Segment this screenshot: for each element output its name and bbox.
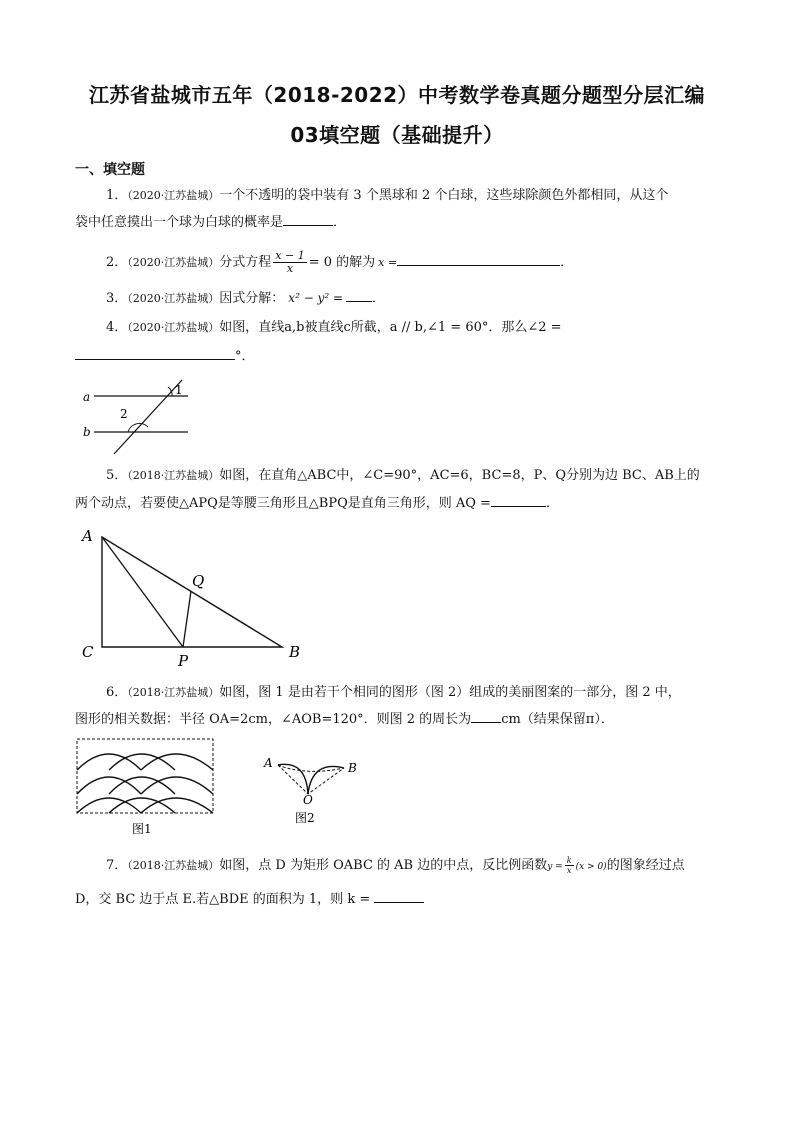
q5-label-p: P [178,652,189,670]
q3-source: （2020·江苏盐城） [127,292,220,305]
q2-pre: 分式方程 [219,255,272,270]
q4-figure [78,377,198,457]
q3-answer-blank[interactable] [346,289,372,302]
q6-text-a: 如图，图 1 是由若干个相同的图形（图 2）组成的美丽图案的一部分，图 2 中， [219,685,681,700]
q1-line2 [75,213,346,232]
q7-fn-num: k [566,856,572,865]
q4-answer-blank[interactable] [75,347,235,360]
q3-pre: 因式分解： [219,291,285,306]
q4-source: （2020·江苏盐城） [127,321,220,334]
q6-line2 [75,710,614,729]
q2-frac-den: x [286,262,294,275]
q4-number: 4． [106,320,128,335]
q2-fraction [273,250,306,275]
q6-source: （2018·江苏盐城） [127,686,220,699]
q4-label-a: a [83,390,91,404]
q5-source: （2018·江苏盐城） [127,469,220,482]
q5-line2 [75,494,559,513]
q7-text-b: 的图象经过点 [606,858,685,873]
q1-line1 [106,187,668,205]
q2-var: x = [378,256,398,269]
q7-fn-y: y = [547,862,563,872]
q5-line1 [106,467,700,485]
q6-label-o: O [303,793,313,807]
q6-text-c: cm（结果保留π）． [501,712,614,727]
q7-number: 7． [106,858,128,873]
q2-line [106,250,573,275]
q2-frac-num: x − 1 [275,249,305,262]
q5-number: 5． [106,468,128,483]
q6-fig1-caption: 图1 [132,822,152,836]
q4-end: °． [235,349,255,364]
q7-fn-fraction [565,856,574,875]
q7-fn-den: x [566,866,572,875]
q6-number: 6． [106,685,128,700]
doc-title-line2: 03填空题（基础提升） [290,123,504,147]
q2-source: （2020·江苏盐城） [127,256,220,269]
q5-triangle-abc [102,537,282,647]
q1-end: ． [333,215,347,230]
q7-fn-cond: (x > 0) [575,862,607,872]
q6-figure1 [74,736,219,836]
q4-label-2: 2 [120,407,128,421]
doc-title-line1: 江苏省盐城市五年（2018-2022）中考数学卷真题分题型分层汇编 [88,83,706,107]
q7-answer-blank[interactable] [374,890,424,903]
q7-text-c: D，交 BC 边于点 E.若△BDE 的面积为 1，则 k = [75,892,371,907]
q4-text: 如图，直线a,b被直线c所截，a // b,∠1 = 60°．那么∠2 = [219,320,562,335]
q7-line2 [75,890,424,909]
q1-text-a: 一个不透明的袋中装有 3 个黑球和 2 个白球，这些球除颜色外都相同，从这个 [219,188,669,203]
q5-segment-ap [102,537,183,647]
q5-label-b: B [289,643,301,661]
q2-number: 2． [106,255,128,270]
q6-label-b: B [348,761,357,775]
q4-label-b: b [83,425,91,439]
q6-fig1-arcs [77,754,213,813]
q4-line2 [75,347,255,366]
q5-label-a: A [82,527,93,545]
q3-line [106,289,385,308]
q2-answer-blank[interactable] [397,253,560,266]
q1-number: 1． [106,188,128,203]
q4-label-1: 1 [175,383,183,397]
q5-label-c: C [82,643,94,661]
q5-figure [76,523,306,673]
q6-figure2 [258,748,368,828]
q7-line1 [106,856,685,876]
q6-text-b: 图形的相关数据：半径 OA=2cm，∠AOB=120°．则图 2 的周长为 [75,712,472,727]
q1-answer-blank[interactable] [283,213,333,226]
q3-expr: x² − y² = [288,291,344,305]
q6-fig1-border [77,739,213,813]
q3-number: 3． [106,291,128,306]
q1-text-b: 袋中任意摸出一个球为白球的概率是 [75,215,284,230]
q5-end: ． [545,496,559,511]
q2-eq: = 0 的解为 [308,255,376,270]
q1-source: （2020·江苏盐城） [127,189,220,202]
q5-text-a: 如图，在直角△ABC中，∠C=90°，AC=6，BC=8，P、Q分别为边 BC、AB上的 [219,468,700,483]
q7-text-a: 如图，点 D 为矩形 OABC 的 AB 边的中点，反比例函数 [219,858,548,873]
q2-end: ． [560,255,574,270]
q5-text-b: 两个动点，若要使△APQ是等腰三角形且△BPQ是直角三角形，则 AQ = [75,496,491,511]
q5-answer-blank[interactable] [491,494,546,507]
section-heading: 一、填空题 [75,162,145,178]
q6-fig2-upper-arcs [278,764,344,794]
q5-label-q: Q [192,572,205,590]
q7-source: （2018·江苏盐城） [127,859,220,872]
q6-answer-blank[interactable] [471,710,501,723]
q5-segment-pq [183,591,191,647]
q6-fig2-caption: 图2 [295,811,315,825]
q3-end: ． [372,291,386,306]
q4-line1 [106,319,562,337]
q6-line1 [106,684,681,702]
q6-label-a: A [264,756,273,770]
